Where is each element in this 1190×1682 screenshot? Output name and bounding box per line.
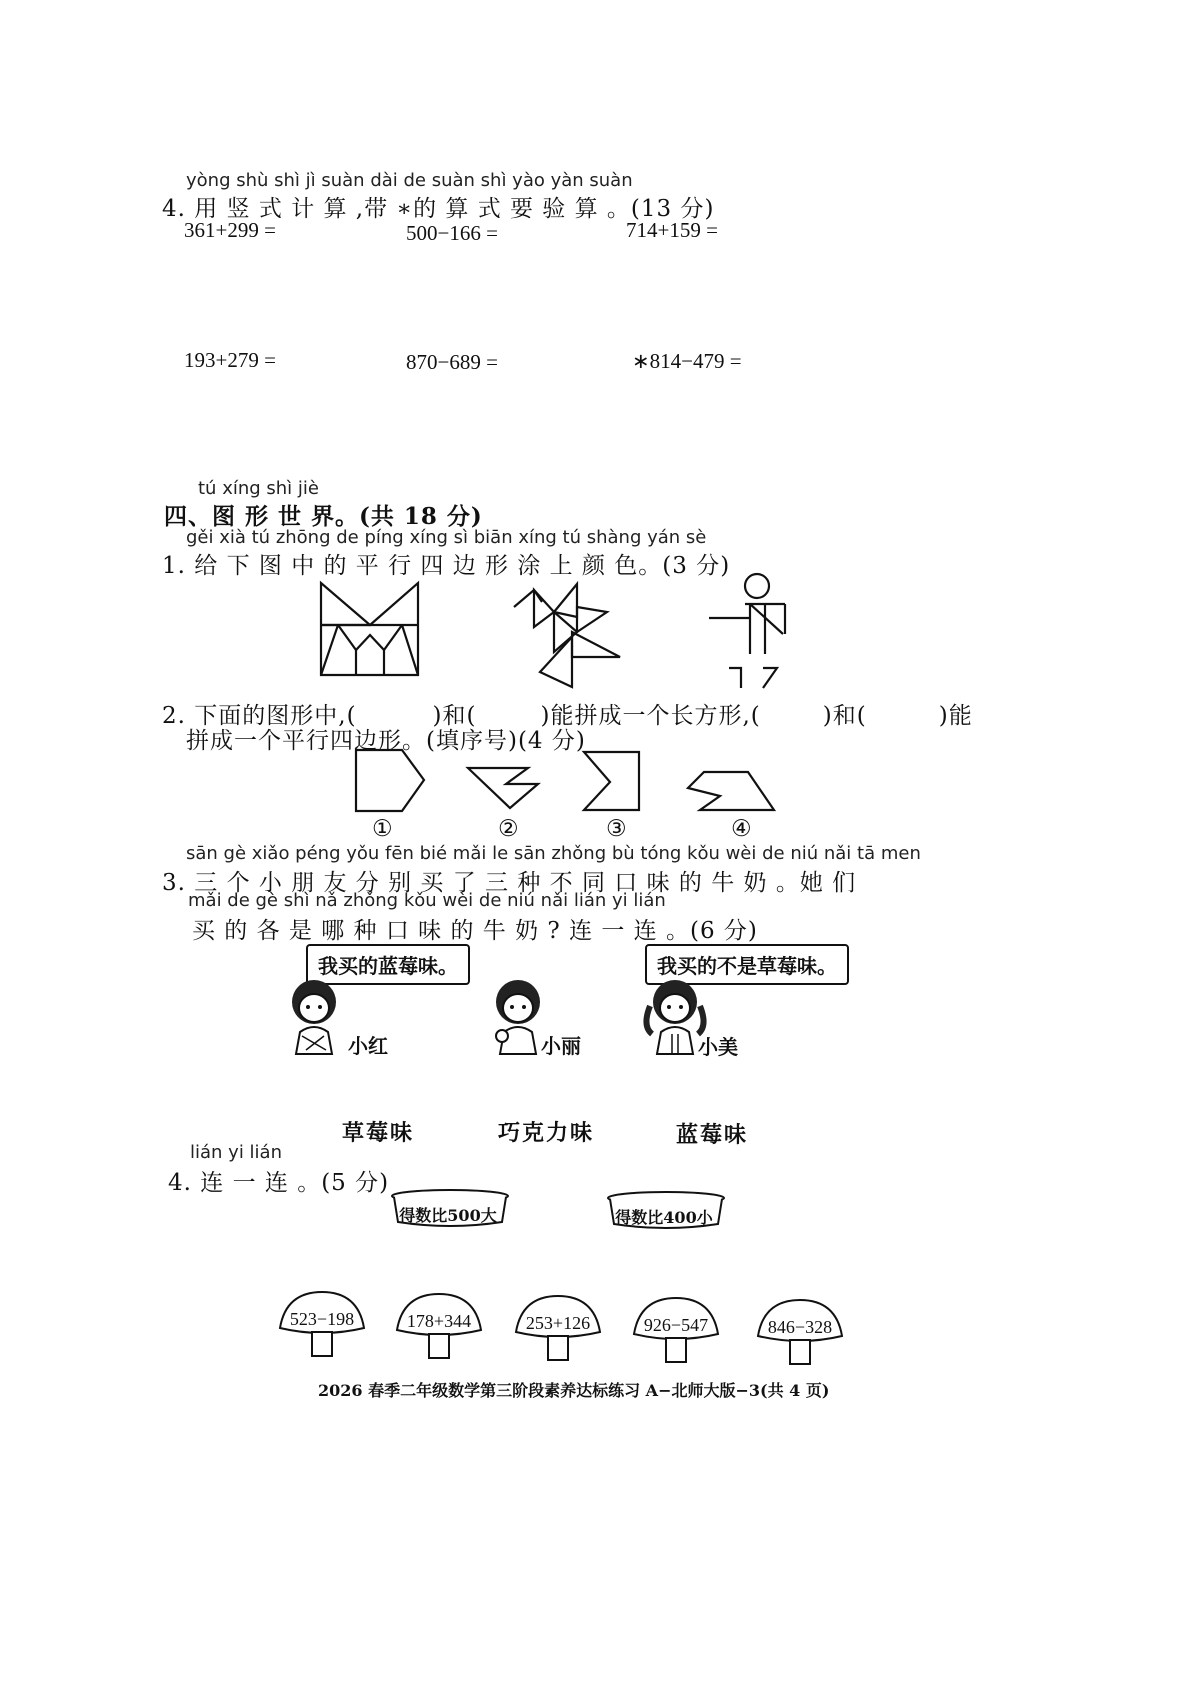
flavor-label: 蓝莓味 [676, 1122, 749, 1148]
shape-label: ③ [606, 816, 628, 842]
equation: 193+279 = [184, 348, 276, 372]
mushroom-label: 846−328 [767, 1317, 833, 1337]
shape-2 [466, 766, 540, 810]
equation: 714+159 = [626, 218, 718, 242]
q3-pinyin2: mǎi de gè shì nǎ zhǒng kǒu wèi de niú nǎi lián yi lián [188, 890, 666, 911]
shape-1 [354, 748, 426, 814]
mushroom-label: 523−198 [289, 1309, 355, 1329]
equation: 361+299 = [184, 218, 276, 242]
equation: 870−689 = [406, 350, 498, 374]
equation: 500−166 = [406, 221, 498, 245]
shape-label: ① [372, 816, 394, 842]
girl-name: 小美 [698, 1035, 738, 1059]
girl-icon [282, 976, 346, 1056]
flavor-label: 巧克力味 [498, 1120, 595, 1146]
q4-calc-title: 4. 用 竖 式 计 算 ,带 ∗的 算 式 要 验 算 。(13 分) [162, 196, 715, 222]
bird-figure [512, 582, 622, 692]
mushroom-label: 253+126 [525, 1313, 591, 1333]
q4-link-title: 4. 连 一 连 。(5 分) [168, 1170, 390, 1196]
shape-3 [582, 750, 642, 812]
q1-title: 1. 给 下 图 中 的 平 行 四 边 形 涂 上 颜 色。(3 分) [162, 553, 731, 579]
butterfly-figure [318, 580, 422, 680]
girl-name: 小红 [348, 1034, 388, 1058]
q3-line2: 买 的 各 是 哪 种 口 味 的 牛 奶 ? 连 一 连 。(6 分) [192, 918, 758, 944]
q3-line1: 3. 三 个 小 朋 友 分 别 买 了 三 种 不 同 口 味 的 牛 奶 。她 们 [162, 870, 857, 896]
speech-bubble: 我买的不是草莓味。 [645, 944, 849, 985]
flavor-label: 草莓味 [342, 1120, 415, 1146]
speech-bubble: 我买的蓝莓味。 [306, 944, 470, 985]
page-footer: 2026 春季二年级数学第三阶段素养达标练习 A−北师大版−3(共 4 页) [318, 1381, 830, 1400]
equation: ∗814−479 = [632, 349, 742, 373]
section4-title: 四、图 形 世 界。(共 18 分) [164, 503, 483, 530]
mushroom-label: 178+344 [406, 1311, 472, 1331]
q2-line2: 拼成一个平行四边形。(填序号)(4 分) [186, 728, 586, 754]
shape-label: ② [498, 816, 520, 842]
q2-line1: 2. 下面的图形中,( )和( )能拼成一个长方形,( )和( )能 [162, 703, 973, 729]
q4-calc-pinyin: yòng shù shì jì suàn dài de suàn shì yào yàn suàn [186, 170, 633, 191]
basket-label: 得数比500大 [399, 1206, 497, 1225]
person-figure [705, 572, 795, 690]
section4-pinyin: tú xíng shì jiè [198, 478, 319, 499]
q4-link-pinyin: lián yi lián [190, 1142, 282, 1163]
shape-4 [686, 770, 776, 812]
girl-name: 小丽 [541, 1034, 581, 1058]
basket-label: 得数比400小 [615, 1208, 713, 1227]
shape-label: ④ [731, 816, 753, 842]
q1-pinyin: gěi xià tú zhōng de píng xíng sì biān xíng tú shàng yán sè [186, 527, 707, 548]
q3-pinyin1: sān gè xiǎo péng yǒu fēn bié mǎi le sān zhǒng bù tóng kǒu wèi de niú nǎi tā men [186, 843, 921, 864]
mushroom-label: 926−547 [643, 1315, 709, 1335]
